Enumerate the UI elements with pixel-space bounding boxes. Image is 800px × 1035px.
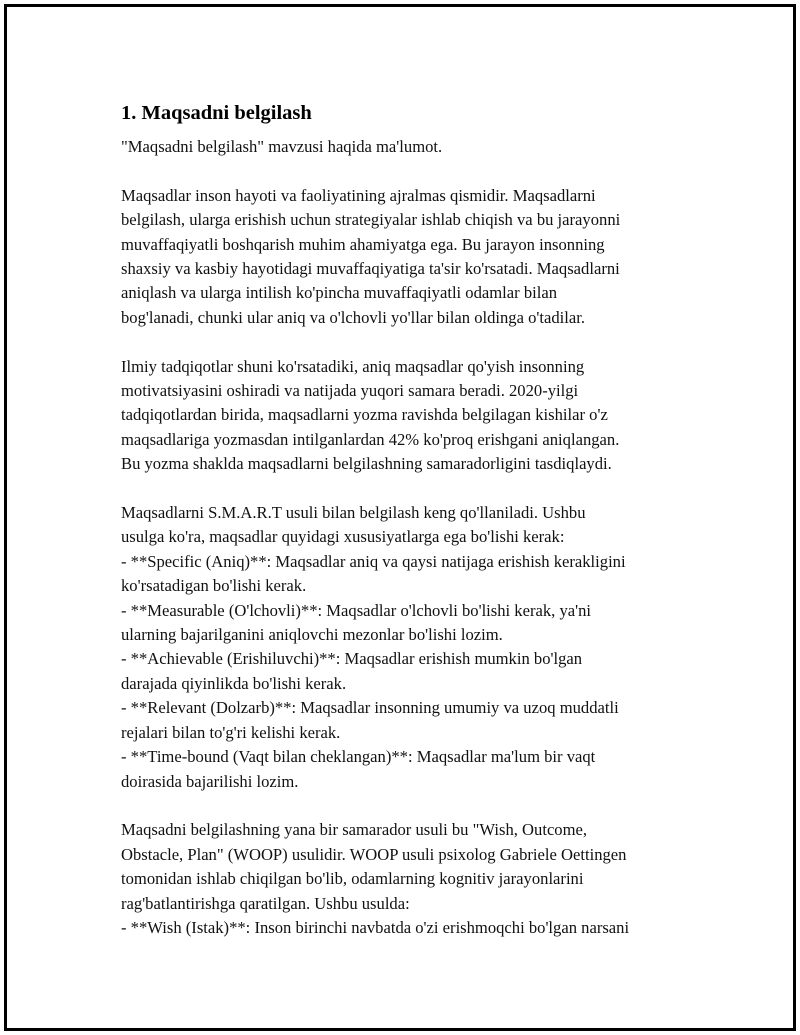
paragraph-gap <box>121 794 701 818</box>
page-frame <box>4 4 796 1031</box>
paragraph-research: Ilmiy tadqiqotlar shuni ko'rsatadiki, aniq maqsadlar qo'yish insonning motivatsiyasini oshiradi va natijada yuqori samara beradi. 2020-yilgi tadqiqotlardan birida, maqsadlarni yozma ravishda belgilagan kishilar o'z maqsadlariga yozmasdan intilganlardan 42% ko'proq erishgani aniqlangan. Bu yozma shaklda maqsadlarni belgilashning samaradorligini tasdiqlaydi. <box>121 356 620 474</box>
paragraph-gap <box>121 330 701 354</box>
paragraph-gap <box>121 159 701 183</box>
paragraph-gap <box>121 477 701 501</box>
document-body <box>121 99 701 940</box>
paragraph-woop-method: Maqsadni belgilashning yana bir samarador usuli bu "Wish, Outcome, Obstacle, Plan" (WOOP) usulidir. WOOP usuli psixolog Gabriele Oettingen tomonidan ishlab chiqilgan bo'lib, odamlarning kognitiv jarayonlarini rag'batlantirishga qaratilgan. Ushbu usulda: - **Wish (Istak)**: Inson birinchi navbatda o'zi erishmoqchi bo'lgan narsani <box>121 820 630 937</box>
paragraph-goals-importance: Maqsadlar inson hayoti va faoliyatining ajralmas qismidir. Maqsadlarni belgilash, ularga erishish uchun strategiyalar ishlab chiqish va bu jarayonni muvaffaqiyatli boshqarish muhim ahamiyatga ega. Bu jarayon insonning shaxsiy va kasbiy hayotidagi muvaffaqiyatiga ta'sir ko'rsatadi. Maqsadlarni aniqlash va ularga intilish ko'pincha muvaffaqiyatli odamlar bilan bog'lanadi, chunki ular aniq va o'lchovli yo'llar bilan oldinga o'tadilar. <box>121 185 621 327</box>
intro-line: "Maqsadni belgilash" mavzusi haqida ma'lumot. <box>121 137 443 156</box>
section-heading: 1. Maqsadni belgilash <box>121 102 312 124</box>
paragraph-smart-method: Maqsadlarni S.M.A.R.T usuli bilan belgilash keng qo'llaniladi. Ushbu usulga ko'ra, maqsadlar quyidagi xususiyatlarga ega bo'lishi kerak: - **Specific (Aniq)**: Maqsadlar aniq va qaysi natijaga erishish kerakligini ko'rsatadigan bo'lishi kerak. - **Measurable (O'lchovli)**: Maqsadlar o'lchovli bo'lishi kerak, ya'ni ularning bajarilganini aniqlovchi mezonlar bo'lishi lozim. - **Achievable (Erishiluvchi)**: Maqsadlar erishish mumkin bo'lgan darajada qiyinlikda bo'lishi kerak. - **Relevant (Dolzarb)**: Maqsadlar insonning umumiy va uzoq muddatli rejalari bilan to'g'ri kelishi kerak. - **Time-bound (Vaqt bilan cheklangan)**: Maqsadlar ma'lum bir vaqt doirasida bajarilishi lozim. <box>121 503 626 791</box>
